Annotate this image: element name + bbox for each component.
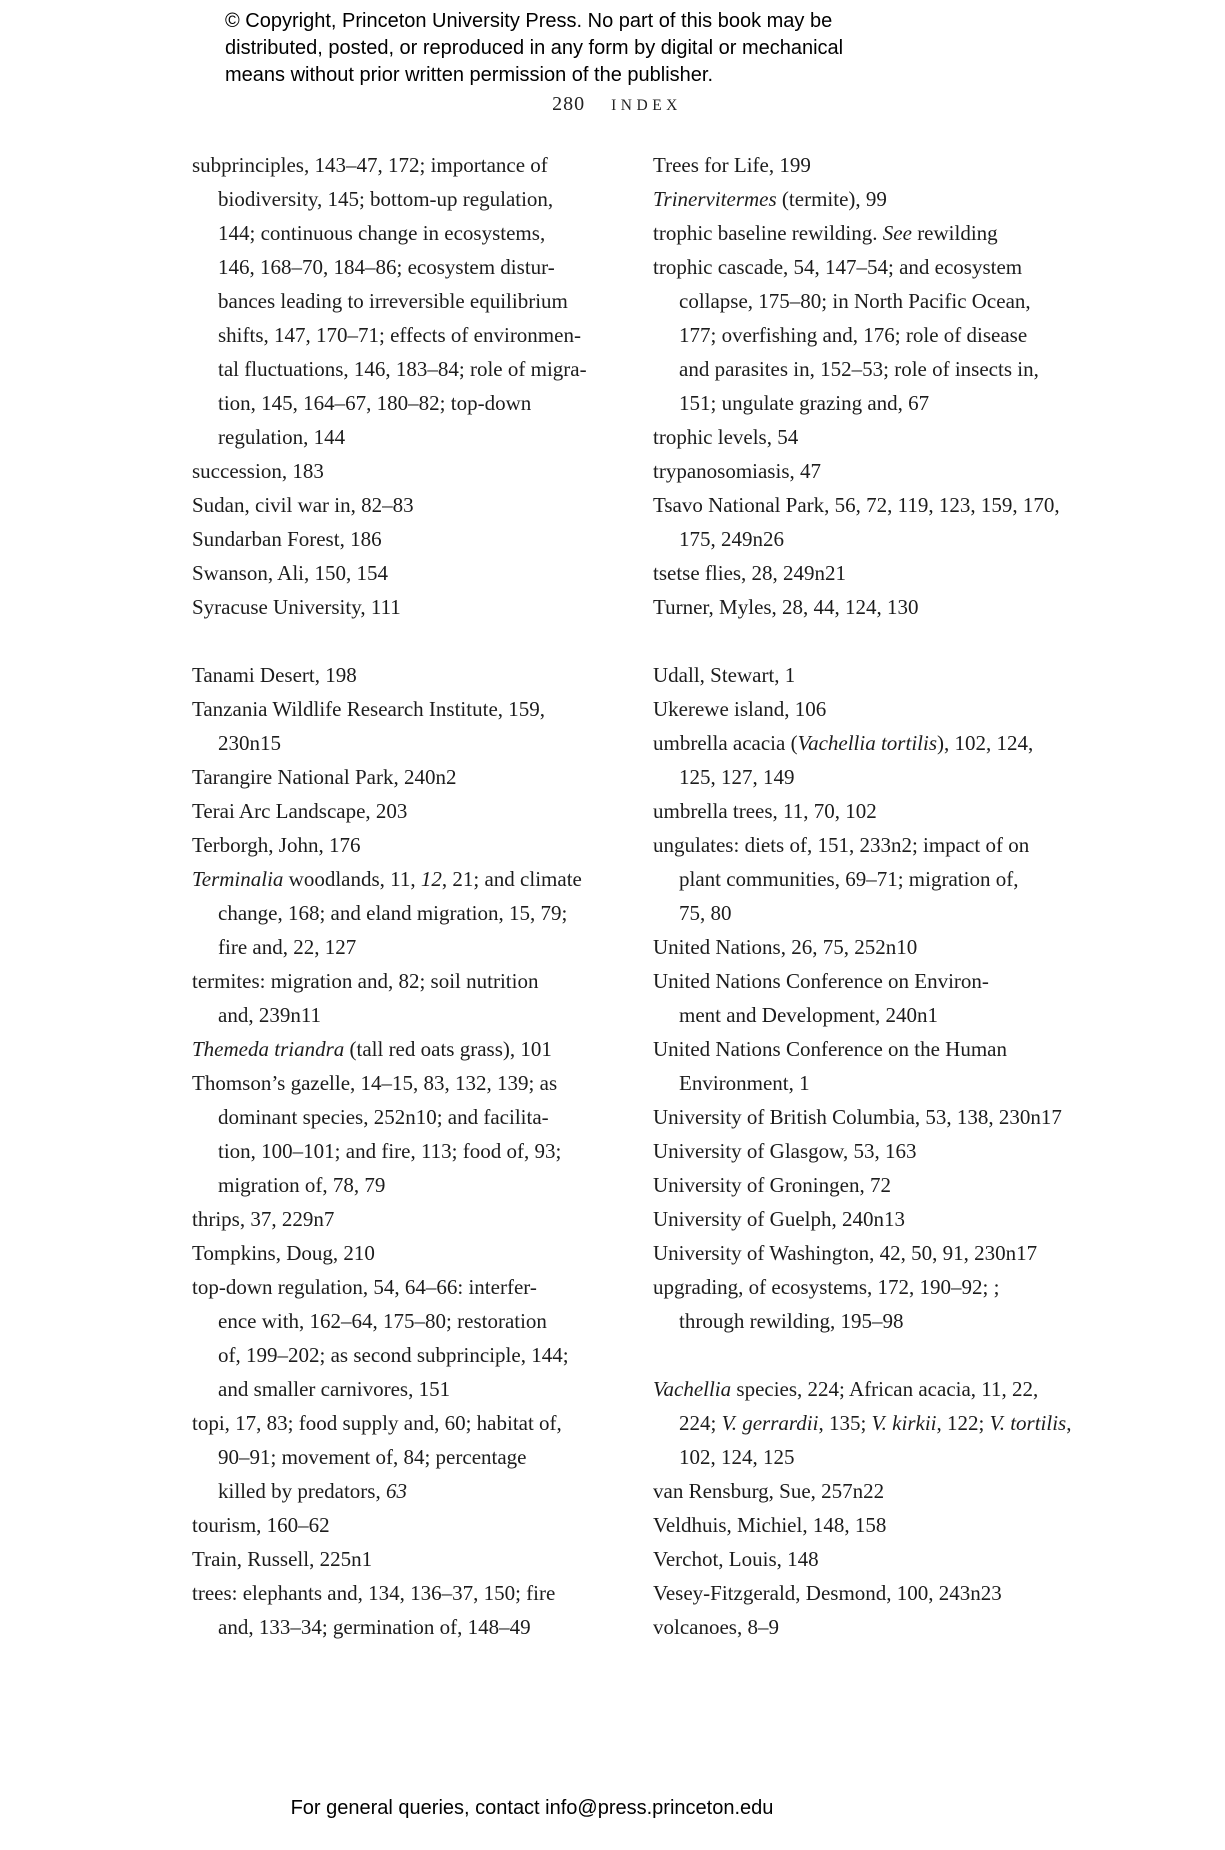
index-entry xyxy=(653,1202,1103,1236)
index-entry-line: van Rensburg, Sue, 257n22 xyxy=(653,1479,885,1503)
index-entry-line: Themeda triandra (tall red oats grass), 101 xyxy=(192,1037,552,1061)
copyright-notice xyxy=(225,8,843,89)
index-entry-line: Trees for Life, 199 xyxy=(653,153,811,177)
index-entry xyxy=(192,1508,653,1542)
index-entry-line: 175, 249n26 xyxy=(679,527,784,551)
index-entry xyxy=(653,1168,1103,1202)
index-entry xyxy=(653,1372,1103,1474)
index-entry-line: University of Washington, 42, 50, 91, 230n17 xyxy=(653,1241,1038,1265)
index-entry-line: and, 133–34; germination of, 148–49 xyxy=(218,1615,531,1639)
index-entry-line: succession, 183 xyxy=(192,459,324,483)
index-entry xyxy=(653,1236,1103,1270)
index-entry-line: subprinciples, 143–47, 172; importance of xyxy=(192,153,548,177)
index-entry-line: 230n15 xyxy=(218,731,281,755)
index-entry xyxy=(192,1032,653,1066)
index-entry-line: United Nations Conference on the Human xyxy=(653,1037,1007,1061)
index-entry-line: trophic cascade, 54, 147–54; and ecosystem xyxy=(653,255,1023,279)
index-entry xyxy=(653,658,1103,692)
index-entry xyxy=(653,1576,1103,1610)
index-entry xyxy=(192,964,653,1032)
index-entry-line: killed by predators, 63 xyxy=(218,1479,407,1503)
index-entry xyxy=(192,1202,653,1236)
index-entry-line: tion, 145, 164–67, 180–82; top-down xyxy=(218,391,532,415)
index-entry-line: termites: migration and, 82; soil nutrition xyxy=(192,969,539,993)
index-entry-line: ungulates: diets of, 151, 233n2; impact of on xyxy=(653,833,1030,857)
index-entry-line: migration of, 78, 79 xyxy=(218,1173,386,1197)
index-entry-line: volcanoes, 8–9 xyxy=(653,1615,779,1639)
index-entry xyxy=(653,828,1103,930)
index-entry-line: 75, 80 xyxy=(679,901,732,925)
index-entry-line: and parasites in, 152–53; role of insects in, xyxy=(679,357,1039,381)
index-entry-line: Tarangire National Park, 240n2 xyxy=(192,765,457,789)
index-entry xyxy=(653,250,1103,420)
index-entry-line: Verchot, Louis, 148 xyxy=(653,1547,819,1571)
index-entry-line: trophic levels, 54 xyxy=(653,425,799,449)
footer-contact-text: For general queries, contact info@press.princeton.edu xyxy=(290,1797,774,1819)
footer xyxy=(192,1797,872,1820)
index-entry xyxy=(653,1270,1103,1338)
index-entry-line: Veldhuis, Michiel, 148, 158 xyxy=(653,1513,887,1537)
index-entry-line: umbrella trees, 11, 70, 102 xyxy=(653,799,877,823)
index-entry-line: top-down regulation, 54, 64–66: interfer- xyxy=(192,1275,537,1299)
index-entry xyxy=(192,862,653,964)
index-entry xyxy=(192,794,653,828)
index-entry-line: Terminalia woodlands, 11, 12, 21; and climate xyxy=(192,867,582,891)
index-entry-line: umbrella acacia (Vachellia tortilis), 102, 124, xyxy=(653,731,1034,755)
index-entry xyxy=(192,692,653,760)
index-entry-line: 146, 168–70, 184–86; ecosystem distur- xyxy=(218,255,555,279)
index-entry-line: University of Glasgow, 53, 163 xyxy=(653,1139,917,1163)
index-entry-line: Udall, Stewart, 1 xyxy=(653,663,796,687)
index-entry-line: 151; ungulate grazing and, 67 xyxy=(679,391,930,415)
index-entry-line: regulation, 144 xyxy=(218,425,346,449)
page-number: 280 xyxy=(552,93,586,115)
index-entry-line: University of Guelph, 240n13 xyxy=(653,1207,905,1231)
index-entry-line: United Nations Conference on Environ- xyxy=(653,969,989,993)
index-entry-line: 224; V. gerrardii, 135; V. kirkii, 122; V. tortilis, xyxy=(679,1411,1072,1435)
index-columns xyxy=(192,148,1103,1644)
index-entry xyxy=(192,1542,653,1576)
index-entry xyxy=(653,726,1103,794)
index-entry xyxy=(653,1032,1103,1100)
index-entry xyxy=(653,692,1103,726)
index-entry xyxy=(192,556,653,590)
index-entry-line: Terai Arc Landscape, 203 xyxy=(192,799,408,823)
index-entry xyxy=(653,964,1103,1032)
index-entry-line: collapse, 175–80; in North Pacific Ocean, xyxy=(679,289,1031,313)
index-entry-line: trees: elephants and, 134, 136–37, 150; fire xyxy=(192,1581,556,1605)
copyright-line: © Copyright, Princeton University Press. No part of this book may be xyxy=(225,10,833,32)
index-entry xyxy=(192,454,653,488)
copyright-line: distributed, posted, or reproduced in any form by digital or mechanical xyxy=(225,37,844,59)
index-entry xyxy=(653,930,1103,964)
index-entry-line: topi, 17, 83; food supply and, 60; habitat of, xyxy=(192,1411,562,1435)
index-entry xyxy=(653,1610,1103,1644)
index-entry xyxy=(653,1542,1103,1576)
index-entry-line: Turner, Myles, 28, 44, 124, 130 xyxy=(653,595,919,619)
index-entry-line: plant communities, 69–71; migration of, xyxy=(679,867,1019,891)
index-entry xyxy=(653,794,1103,828)
index-entry xyxy=(653,148,1103,182)
index-entry-line: trophic baseline rewilding. See rewilding xyxy=(653,221,998,245)
index-entry-line: University of British Columbia, 53, 138, 230n17 xyxy=(653,1105,1062,1129)
index-entry-line: Vachellia species, 224; African acacia, 11, 22, xyxy=(653,1377,1039,1401)
index-entry-line: ence with, 162–64, 175–80; restoration xyxy=(218,1309,547,1333)
index-entry-line: Thomson’s gazelle, 14–15, 83, 132, 139; as xyxy=(192,1071,558,1095)
index-entry xyxy=(192,1236,653,1270)
running-head xyxy=(192,93,1042,116)
index-entry xyxy=(192,760,653,794)
index-heading: INDEX xyxy=(611,97,682,114)
index-entry-line: Tompkins, Doug, 210 xyxy=(192,1241,375,1265)
index-entry-line: tsetse flies, 28, 249n21 xyxy=(653,561,847,585)
index-entry-line: Syracuse University, 111 xyxy=(192,595,401,619)
index-entry xyxy=(192,1406,653,1508)
index-entry xyxy=(192,1576,653,1644)
index-entry-line: Ukerewe island, 106 xyxy=(653,697,827,721)
index-entry-line: 144; continuous change in ecosystems, xyxy=(218,221,546,245)
index-entry xyxy=(653,590,1103,624)
index-entry-line: and smaller carnivores, 151 xyxy=(218,1377,451,1401)
index-entry-line: Trinervitermes (termite), 99 xyxy=(653,187,887,211)
index-entry-line: Train, Russell, 225n1 xyxy=(192,1547,373,1571)
index-entry-line: 90–91; movement of, 84; percentage xyxy=(218,1445,527,1469)
index-entry-line: tourism, 160–62 xyxy=(192,1513,330,1537)
index-entry-line: Sundarban Forest, 186 xyxy=(192,527,382,551)
index-entry xyxy=(653,420,1103,454)
index-entry-line: shifts, 147, 170–71; effects of environmen- xyxy=(218,323,581,347)
index-entry-line: and, 239n11 xyxy=(218,1003,322,1027)
index-entry xyxy=(653,182,1103,216)
index-entry-line: University of Groningen, 72 xyxy=(653,1173,891,1197)
index-entry-line: through rewilding, 195–98 xyxy=(679,1309,904,1333)
index-entry-line: of, 199–202; as second subprinciple, 144; xyxy=(218,1343,569,1367)
index-entry-line: tion, 100–101; and fire, 113; food of, 93; xyxy=(218,1139,562,1163)
index-entry-line: bances leading to irreversible equilibrium xyxy=(218,289,568,313)
index-entry-line: fire and, 22, 127 xyxy=(218,935,357,959)
index-entry-line: change, 168; and eland migration, 15, 79; xyxy=(218,901,568,925)
index-left-column xyxy=(192,148,653,1644)
index-entry-line: Tanzania Wildlife Research Institute, 159, xyxy=(192,697,546,721)
index-entry-line: dominant species, 252n10; and facilita- xyxy=(218,1105,549,1129)
index-entry xyxy=(653,1508,1103,1542)
index-entry-line: upgrading, of ecosystems, 172, 190–92; ; xyxy=(653,1275,1000,1299)
index-entry-line: thrips, 37, 229n7 xyxy=(192,1207,335,1231)
index-entry-line: Tsavo National Park, 56, 72, 119, 123, 159, 170, xyxy=(653,493,1060,517)
index-entry xyxy=(192,590,653,624)
index-entry xyxy=(192,828,653,862)
index-entry-line: Sudan, civil war in, 82–83 xyxy=(192,493,414,517)
index-entry-line: biodiversity, 145; bottom-up regulation, xyxy=(218,187,554,211)
index-entry-line: tal fluctuations, 146, 183–84; role of migra- xyxy=(218,357,587,381)
index-entry xyxy=(192,488,653,522)
index-entry-line: Tanami Desert, 198 xyxy=(192,663,357,687)
index-right-column xyxy=(653,148,1103,1644)
index-entry xyxy=(192,1270,653,1406)
index-entry xyxy=(653,1474,1103,1508)
index-entry xyxy=(192,522,653,556)
index-entry-line: United Nations, 26, 75, 252n10 xyxy=(653,935,918,959)
index-entry-line: 125, 127, 149 xyxy=(679,765,795,789)
index-entry-line: ment and Development, 240n1 xyxy=(679,1003,938,1027)
index-entry xyxy=(192,1066,653,1202)
index-entry-line: Vesey-Fitzgerald, Desmond, 100, 243n23 xyxy=(653,1581,1002,1605)
index-entry xyxy=(653,454,1103,488)
index-entry xyxy=(653,216,1103,250)
index-entry-line: Swanson, Ali, 150, 154 xyxy=(192,561,389,585)
index-entry xyxy=(192,148,653,454)
index-entry-line: 177; overfishing and, 176; role of disease xyxy=(679,323,1028,347)
index-entry xyxy=(653,488,1103,556)
index-entry xyxy=(653,1100,1103,1134)
index-entry-line: trypanosomiasis, 47 xyxy=(653,459,821,483)
index-entry-line: 102, 124, 125 xyxy=(679,1445,795,1469)
index-entry xyxy=(653,556,1103,590)
index-entry xyxy=(192,658,653,692)
index-entry-line: Environment, 1 xyxy=(679,1071,810,1095)
index-entry-line: Terborgh, John, 176 xyxy=(192,833,361,857)
copyright-line: means without prior written permission of the publisher. xyxy=(225,64,714,86)
index-entry xyxy=(653,1134,1103,1168)
